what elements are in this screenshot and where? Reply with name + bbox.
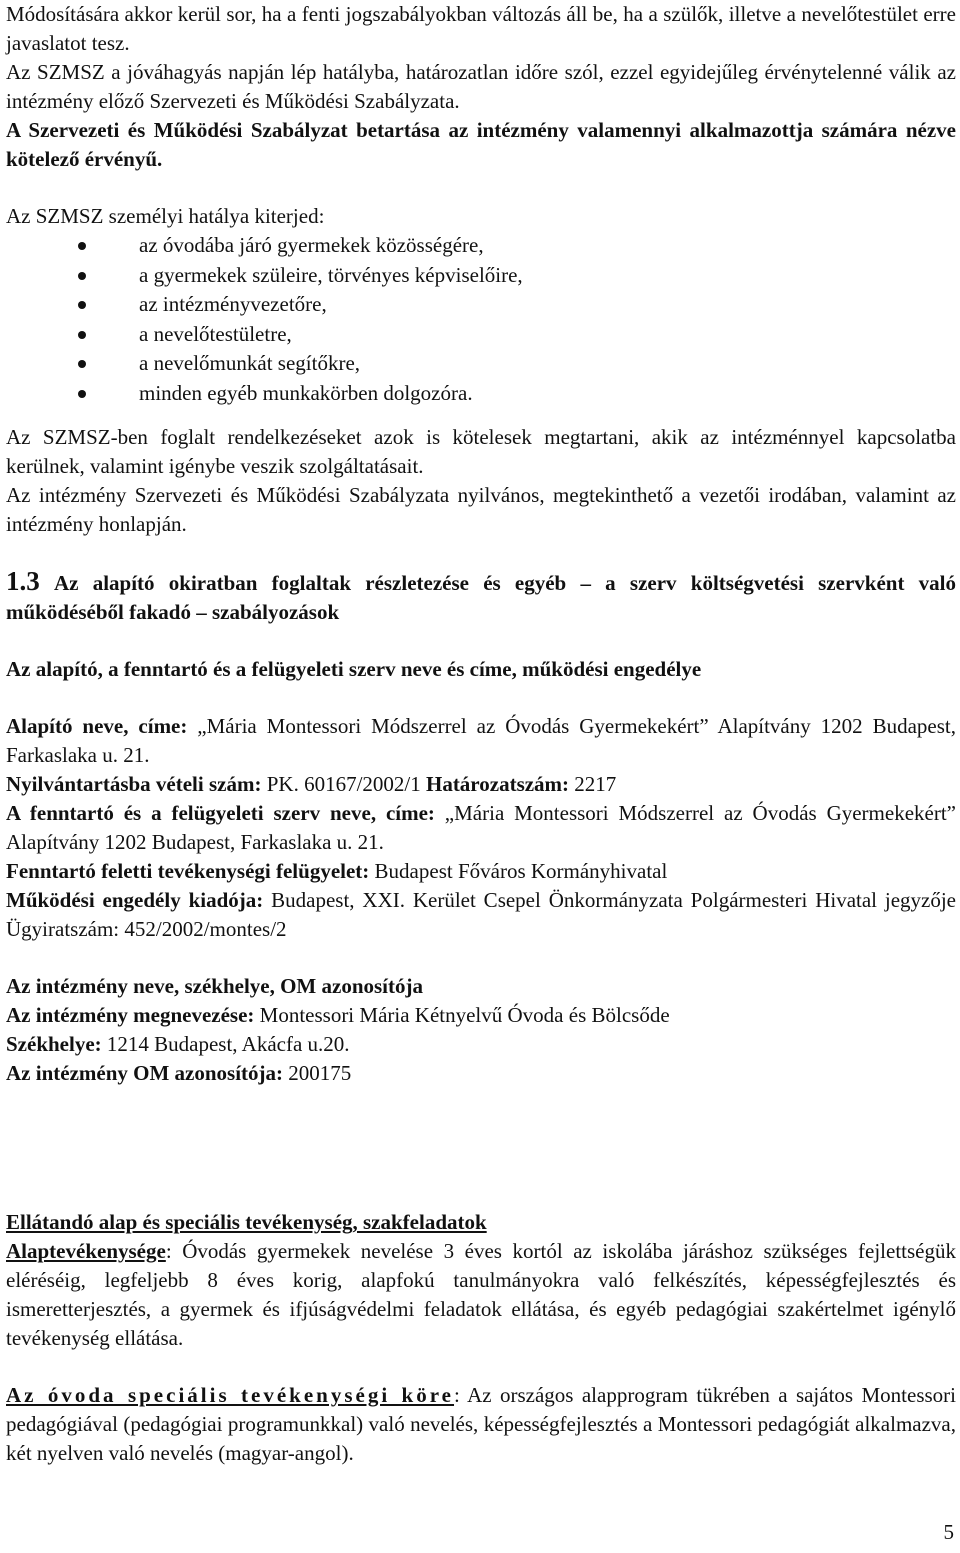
founder-heading: Az alapító, a fenntartó és a felügyeleti szerv neve és címe, működési engedélye [6, 657, 702, 681]
institution-heading: Az intézmény neve, székhelye, OM azonosítója [6, 974, 423, 998]
list-item: a nevelőmunkát segítőkre, [6, 349, 956, 379]
core-activity: Alaptevékenysége: Óvodás gyermekek nevelése 3 éves kortól az iskolába járáshoz szükséges fejlettségük eléréséig, legfeljebb 8 éves korig, alapfokú tanulmányokra való felkészítés, képességfejlesztés és ismeretterjesztés, a gyermek és ifjúságvédelmi feladatok ellátása, és egyéb pedagógiai szakértelmet igénylő tevékenység ellátása. [6, 1239, 956, 1350]
list-item: a nevelőtestületre, [6, 320, 956, 350]
paragraph-effective-date: Az SZMSZ a jóváhagyás napján lép hatályba, határozatlan időre szól, ezzel egyidejűleg érvénytelenné válik az intézmény előző Szervezeti és Működési Szabályzata. [6, 60, 956, 113]
page-number: 5 [943, 1520, 954, 1544]
scope-list [6, 231, 956, 408]
operating-license: Működési engedély kiadója: Budapest, XXI. Kerület Csepel Önkormányzata Polgármesteri Hivatal jegyzője Ügyiratszám: 452/2002/montes/2 [6, 888, 956, 941]
paragraph-modification: Módosítására akkor kerül sor, ha a fenti jogszabályokban változás áll be, ha a szülők, illetve a nevelőtestület erre javaslatot tesz. [6, 2, 956, 55]
paragraph-public-access: Az intézmény Szervezeti és Működési Szabályzata nyilvános, megtekinthető a vezetői irodában, valamint az intézmény honlapján. [6, 483, 956, 536]
registration-numbers: Nyilvántartásba vételi szám: PK. 60167/2002/1 Határozatszám: 2217 [6, 772, 617, 796]
section-title: Az alapító okiratban foglaltak részletezése és egyéb – a szerv költségvetési szervként való működéséből fakadó – szabályozások [6, 571, 957, 624]
list-item: minden egyéb munkakörben dolgozóra. [6, 379, 956, 409]
bullet-icon [78, 331, 86, 339]
special-activity: Az óvoda speciális tevékenységi köre: Az országos alapprogram tükrében a sajátos Montessori pedagógiával (pedagógiai programunkkal) való nevelés, képességfejlesztés a Montessori pedagógiát alkalmazva, két nyelven való nevelés (magyar-angol). [6, 1383, 956, 1465]
list-item: a gyermekek szüleire, törvényes képviselőire, [6, 261, 956, 291]
bullet-icon [78, 360, 86, 368]
activities-heading: Ellátandó alap és speciális tevékenység, szakfeladatok [6, 1210, 487, 1234]
bullet-icon [78, 242, 86, 250]
founder-name-address: Alapító neve, címe: „Mária Montessori Módszerrel az Óvodás Gyermekekért” Alapítvány 1202 Budapest, Farkaslaka u. 21. [6, 714, 956, 767]
paragraph-obligations: Az SZMSZ-ben foglalt rendelkezéseket azok is kötelesek megtartani, akik az intézménnyel kapcsolatba kerülnek, valamint igénybe veszik szolgáltatásait. [6, 425, 956, 478]
bullet-icon [78, 272, 86, 280]
institution-name: Az intézmény megnevezése: Montessori Mária Kétnyelvű Óvoda és Bölcsőde [6, 1003, 670, 1027]
section-heading [6, 567, 956, 627]
bullet-icon [78, 390, 86, 398]
institution-seat: Székhelye: 1214 Budapest, Akácfa u.20. [6, 1032, 350, 1056]
binding-force-text: A Szervezeti és Működési Szabályzat betartása az intézmény valamennyi alkalmazottja számára nézve kötelező érvényű. [6, 118, 956, 171]
section-number: 1.3 [6, 566, 40, 596]
supervision: Fenntartó feletti tevékenységi felügyelet: Budapest Főváros Kormányhivatal [6, 859, 668, 883]
institution-om-id: Az intézmény OM azonosítója: 200175 [6, 1061, 352, 1085]
scope-intro: Az SZMSZ személyi hatálya kiterjed: [6, 204, 325, 228]
document-page [6, 0, 956, 1468]
bullet-icon [78, 301, 86, 309]
list-item: az óvodába járó gyermekek közösségére, [6, 231, 956, 261]
maintainer-name-address: A fenntartó és a felügyeleti szerv neve, címe: „Mária Montessori Módszerrel az Óvodás Gyermekekért” Alapítvány 1202 Budapest, Farkaslaka u. 21. [6, 801, 956, 854]
paragraph-binding-force [6, 116, 956, 174]
list-item: az intézményvezetőre, [6, 290, 956, 320]
